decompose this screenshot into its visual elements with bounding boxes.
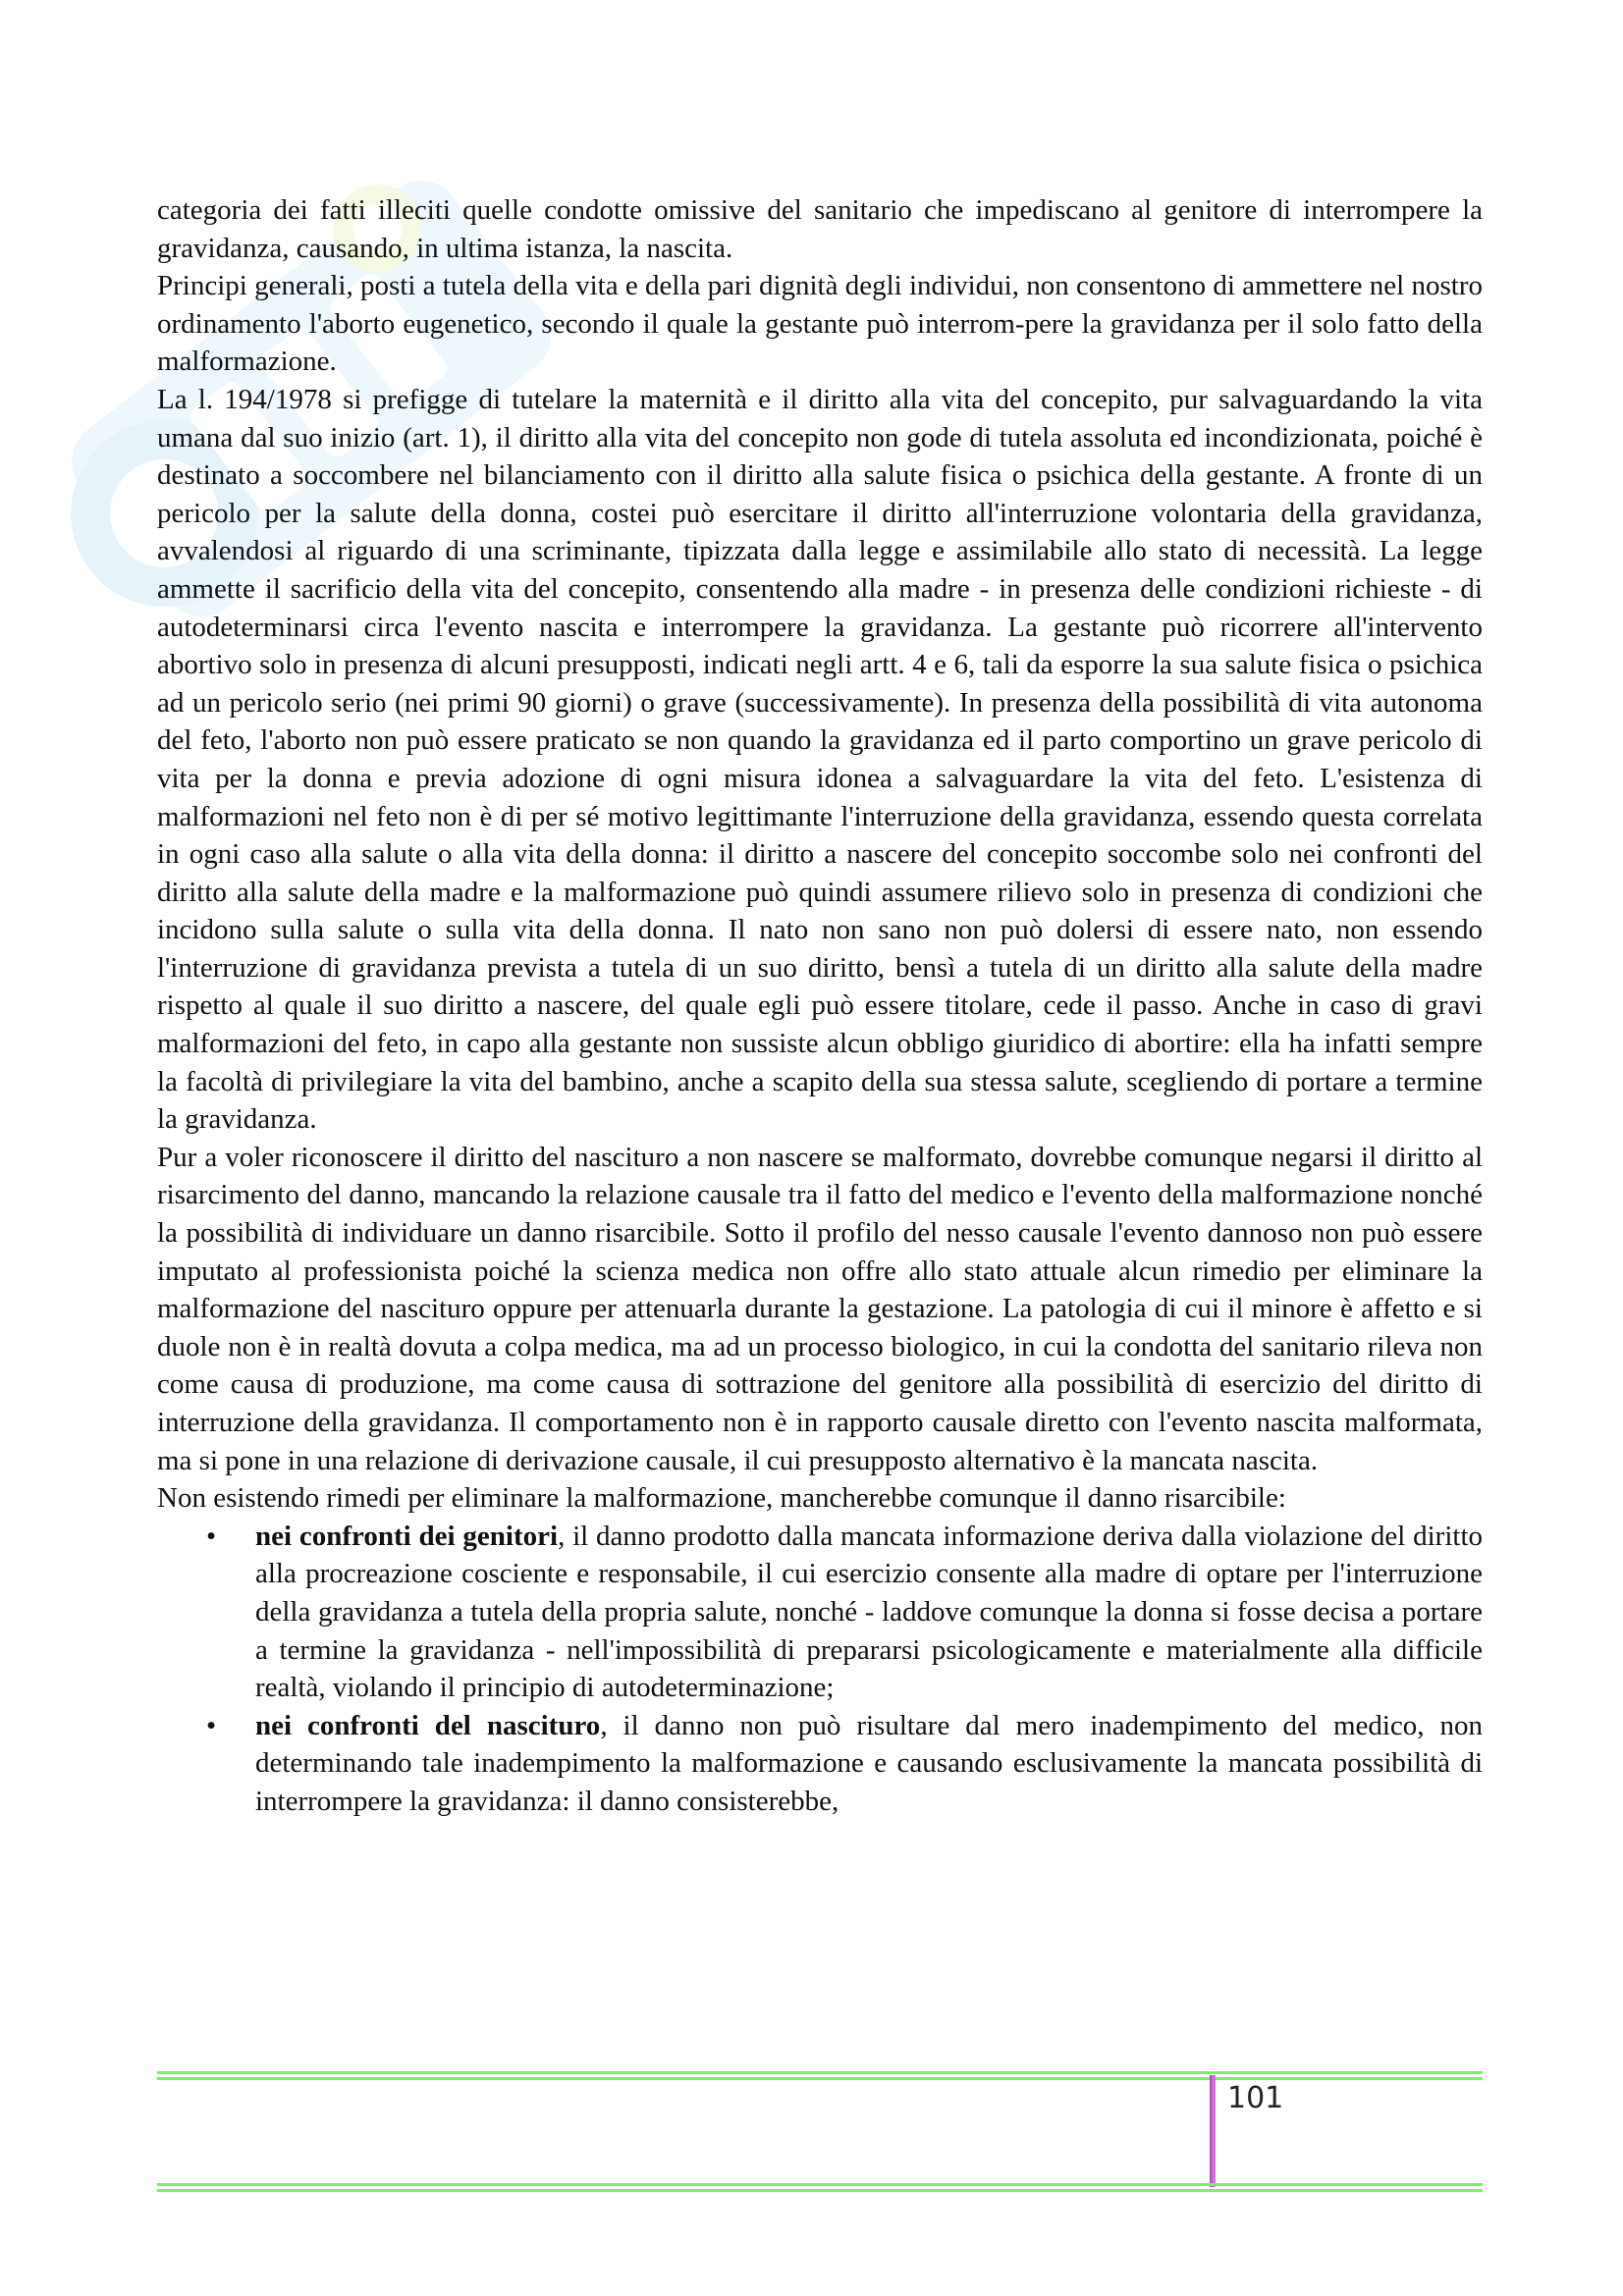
bullet-list [157,1518,1483,1821]
document-body [157,191,1483,1821]
list-item-heading: nei confronti del nascituro [255,1709,601,1741]
bullet-icon: • [206,1709,217,1741]
list-item-heading: nei confronti dei genitori [255,1520,559,1552]
footer-top-rule [157,2071,1483,2080]
paragraph-3: La l. 194/1978 si prefigge di tutelare la maternità e il diritto alla vita del concepito, pur salvaguardando la vita umana dal suo inizio (art. 1), il diritto alla vita del concepito non gode di tutela assoluta ed incondizionata, poiché è destinato a soccombere nel bilanciamento con il diritto alla salute fisica o psichica della gestante. A fronte di un pericolo per la salute della donna, costei può esercitare il diritto all'interruzione volontaria della gravidanza, avvalendosi al riguardo di una scriminante, tipizzata dalla legge e assimilabile allo stato di necessità. La legge ammette il sacrificio della vita del concepito, consentendo alla madre - in presenza delle condizioni richieste - di autodeterminarsi circa l'evento nascita e interrompere la gravidanza. La gestante può ricorrere all'intervento abortivo solo in presenza di alcuni presupposti, indicati negli artt. 4 e 6, tali da esporre la sua salute fisica o psichica ad un pericolo serio (nei primi 90 giorni) o grave (successivamente). In presenza della possibilità di vita autonoma del feto, l'aborto non può essere praticato se non quando la gravidanza ed il parto comportino un grave pericolo di vita per la donna e previa adozione di ogni misura idonea a salvaguardare la vita del feto. L'esistenza di malformazioni nel feto non è di per sé motivo legittimante l'interruzione della gravidanza, essendo questa correlata in ogni caso alla salute o alla vita della donna: il diritto a nascere del concepito soccombe solo nei confronti del diritto alla salute della madre e la malformazione può quindi assumere rilievo solo in presenza di condizioni che incidono sulla salute o sulla vita della donna. Il nato non sano non può dolersi di essere nato, non essendo l'interruzione di gravidanza prevista a tutela di un suo diritto, bensì a tutela di un diritto alla salute della madre rispetto al quale il suo diritto a nascere, del quale egli può essere titolare, cede il passo. Anche in caso di gravi malformazioni del feto, in capo alla gestante non sussiste alcun obbligo giuridico di abortire: ella ha infatti sempre la facoltà di privilegiare la vita del bambino, anche a scapito della sua stessa salute, scegliendo di portare a termine la gravidanza. [157,383,1483,1136]
paragraph-1: categoria dei fatti illeciti quelle condotte omissive del sanitario che impediscano al genitore di interrompere la gravidanza, causando, in ultima istanza, la nascita. [157,194,1483,264]
bullet-icon: • [206,1520,217,1552]
paragraph-5: Non esistendo rimedi per eliminare la malformazione, mancherebbe comunque il danno risarcibile: [157,1482,1286,1515]
paragraph-2: Principi generali, posti a tutela della vita e della pari dignità degli individui, non consentono di ammettere nel nostro ordinamento l'aborto eugenetico, secondo il quale la gestante può interrom-pere la gravidanza per il solo fatto della malformazione. [157,270,1483,378]
page-number: 101 [1227,2081,1284,2115]
paragraph-4: Pur a voler riconoscere il diritto del nascituro a non nascere se malformato, dovrebbe comunque negarsi il diritto al risarcimento del danno, mancando la relazione causale tra il fatto del medico e l'evento della malformazione nonché la possibilità di individuare un danno risarcibile. Sotto il profilo del nesso causale l'evento dannoso non può essere imputato al professionista poiché la scienza medica non offre allo stato attuale alcun rimedio per eliminare la malformazione del nascituro oppure per attenuarla durante la gestazione. La patologia di cui il minore è affetto e si duole non è in realtà dovuta a colpa medica, ma ad un processo biologico, in cui la condotta del sanitario rileva non come causa di produzione, ma come causa di sottrazione del genitore alla possibilità di esercizio del diritto di interruzione della gravidanza. Il comportamento non è in rapporto causale diretto con l'evento nascita malformata, ma si pone in una relazione di derivazione causale, il cui presupposto alternativo è la mancata nascita. [157,1141,1483,1476]
list-item [157,1707,1483,1821]
footer-bottom-rule [157,2183,1483,2192]
list-item [157,1518,1483,1707]
list-item-text: , il danno prodotto dalla mancata informazione deriva dalla violazione del diritto alla procreazione cosciente e responsabile, il cui esercizio consente alla madre di optare per l'interruzione della gravidanza a tutela della propria salute, nonché - laddove comunque la donna si fosse decisa a portare a termine la gravidanza - nell'impossibilità di prepararsi psicologicamente e materialmente alla difficile realtà, violando il principio di autodeterminazione; [255,1520,1484,1704]
list-item-text: , il danno non può risultare dal mero inadempimento del medico, non determinando tale inadempimento la malformazione e causando esclusivamente la mancata possibilità di interrompere la gravidanza: il danno consisterebbe, [255,1709,1483,1817]
footer-divider [1210,2075,1216,2187]
